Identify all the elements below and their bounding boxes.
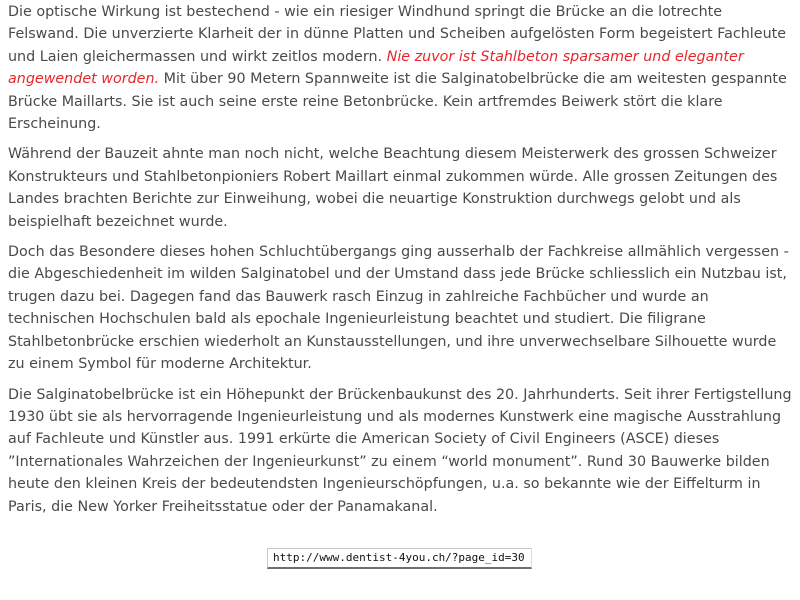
paragraph-1-rest: Mit über 90 Metern Spannweite ist die Salginatobelbrücke die am weitesten gespannte Brücke Maillarts. Sie ist auch seine erste reine Betonbrücke. Kein artfremdes Beiwerk stört die klare Erscheinung. bbox=[8, 71, 787, 133]
paragraph-4: Die Salginatobelbrücke ist ein Höhepunkt der Brückenbaukunst des 20. Jahrhunderts. Seit ihrer Fertigstellung 1930 übt sie als hervorragende Ingenieurleistung und als modernes Kunstwerk eine magische Ausstrahlung auf Fachleute und Künstler aus. 1991 erkürte die American Society of Civil Engineers (ASCE) dieses ”Internationales Wahrzeichen der Ingenieurkunst” zu einem “world monument”. Rund 30 Bauwerke bilden heute den kleinen Kreis der bedeutendsten Ingenieurschöpfungen, u.a. so bekannte wie der Eiffelturm in Paris, die New Yorker Freiheitsstatue oder der Panamakanal. bbox=[8, 386, 792, 515]
paragraph-2: Während der Bauzeit ahnte man noch nicht, welche Beachtung diesem Meisterwerk des grossen Schweizer Konstrukteurs und Stahlbetonpioniers Robert Maillart einmal zukommen würde. Alle grossen Zeitungen des Landes brachten Berichte zur Einweihung, wobei die neuartige Konstruktion durchwegs gelobt und als beispielhaft bezeichnet wurde. bbox=[8, 146, 778, 230]
paragraph-1-intro: Die optische Wirkung ist bestechend - wie ein riesiger Windhund springt die Brücke an die lotrechte Felswand. Die unverzierte Klarheit der in dünne Platten und Scheiben aufgelösten Form begeistert Fachleute und Laien gleichermassen und wirkt zeitlos modern. bbox=[8, 4, 787, 65]
highlighted-quote: Nie zuvor ist Stahlbeton sparsamer und eleganter angewendet worden. bbox=[8, 48, 744, 88]
paragraph-1 bbox=[8, 1, 794, 135]
article-body bbox=[8, 0, 794, 526]
paragraph-3: Doch das Besondere dieses hohen Schluchtübergangs ging ausserhalb der Fachkreise allmählich vergessen - die Abgeschiedenheit im wilden Salginatobel und der Umstand dass jede Brücke schliesslich ein Nutzbau ist, trugen dazu bei. Dagegen fand das Bauwerk rasch Einzug in zahlreiche Fachbücher und wurde an technischen Hochschulen bald als epochale Ingenieurleistung beachtet und studiert. Die filigrane Stahlbetonbrücke erschien wiederholt an Kunstausstellungen, und ihre unverwechselbare Silhouette wurde zu einem Symbol für moderne Architektur. bbox=[8, 244, 789, 373]
link-status-bar bbox=[267, 548, 532, 569]
status-url: http://www.dentist-4you.ch/?page_id=30 bbox=[273, 551, 525, 564]
